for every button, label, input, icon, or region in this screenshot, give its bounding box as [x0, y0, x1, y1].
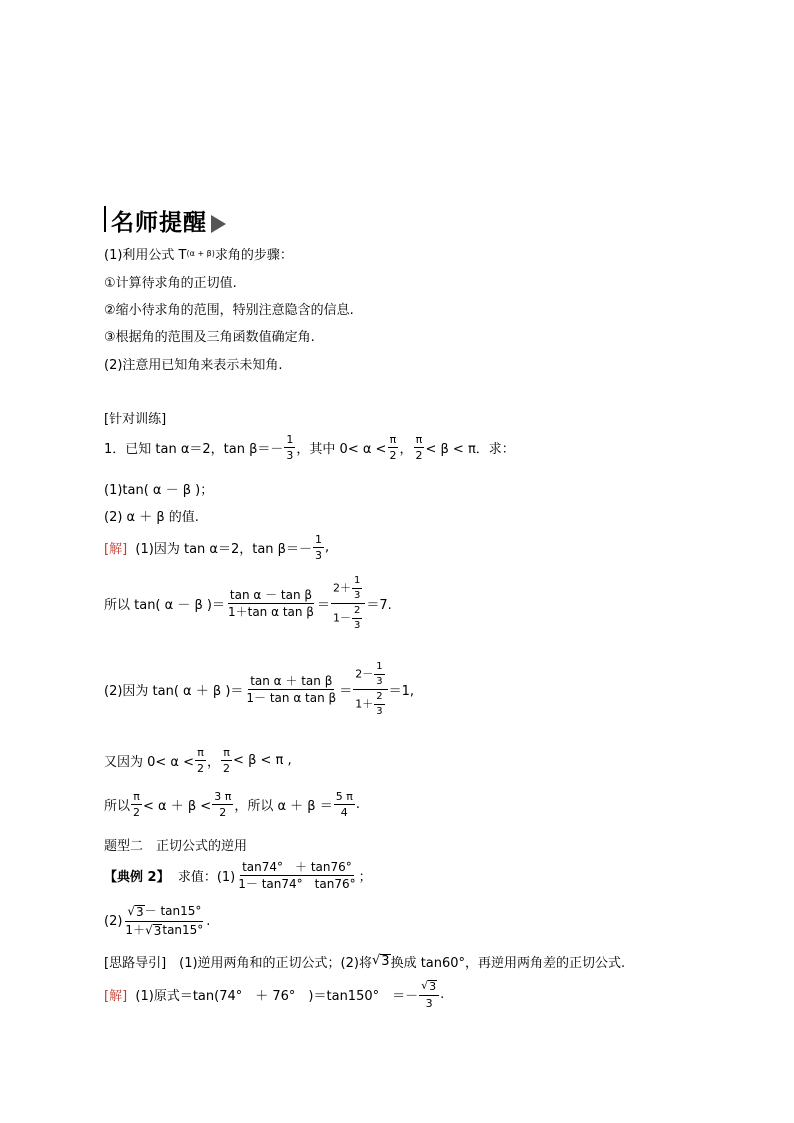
frac-num: 1	[374, 662, 384, 675]
tip-text: ③根据角的范围及三角函数值确定角.	[104, 330, 315, 345]
sqrt-symbol: √ 3	[145, 922, 162, 938]
frac-num: tan74° ＋ tan76°	[242, 860, 352, 874]
frac-num: tan α ＋ tan β	[250, 674, 333, 688]
training-header-text: [针对训练]	[104, 412, 167, 427]
frac-num: 3 π	[214, 790, 232, 803]
den-text: tan15°	[162, 922, 204, 937]
fraction-compound	[353, 662, 387, 717]
sqrt-symbol: √ 3	[371, 953, 390, 970]
frac-num	[353, 662, 387, 690]
question-1-part-1	[104, 479, 213, 498]
fraction-compound	[331, 576, 365, 631]
frac-num: π	[389, 433, 397, 446]
frac-num: 2	[352, 606, 362, 619]
num-text: 2－	[355, 667, 374, 681]
q1-text: ，其中 0< α <	[296, 442, 387, 457]
fraction-one-third	[352, 576, 362, 601]
solution-text: ＝7.	[366, 598, 392, 613]
solution-text: < α ＋ β <	[143, 799, 212, 814]
fraction-sqrt3-third	[419, 980, 439, 1009]
example-text: 求值：(1)	[177, 870, 236, 885]
fraction-pi-half	[131, 791, 142, 818]
frac-den: 2	[389, 449, 397, 462]
tip-text: (1)利用公式 T	[104, 248, 187, 263]
frac-num: π	[415, 433, 423, 446]
example-text: .	[206, 913, 211, 929]
tip-text: ①计算待求角的正切值.	[104, 276, 237, 291]
solution-text: (1)因为 tan α＝2，tan β＝－	[135, 542, 312, 557]
heading-bar	[104, 206, 106, 232]
solution-line-1	[104, 534, 329, 561]
type2-title-text: 题型二 正切公式的逆用	[104, 839, 248, 854]
tip-step-3	[104, 326, 315, 345]
type2-title	[104, 835, 247, 854]
num-text: 2＋	[332, 581, 351, 595]
solution-text: (1)原式＝tan(74° ＋ 76° )＝tan150° ＝－	[135, 988, 419, 1004]
frac-num: tan α － tan β	[229, 588, 313, 602]
solution-text: < β < π ,	[233, 753, 292, 768]
solution-tag: [解]	[104, 542, 128, 557]
frac-num: 1	[352, 576, 362, 589]
solution-line-6	[104, 980, 444, 1009]
example-2-part-2	[104, 905, 210, 937]
q1-part: (1)tan( α － β )；	[104, 483, 214, 498]
fraction-pi-half	[195, 747, 206, 774]
fraction-pi-half	[221, 747, 232, 774]
frac-num	[331, 576, 365, 604]
solution-text: 又因为 0< α <	[104, 755, 195, 770]
fraction-five-pi-quarter	[334, 791, 355, 818]
fraction-pi-half	[413, 434, 424, 461]
frac-den	[331, 604, 365, 631]
solution-line-5	[104, 791, 360, 818]
heading-text: 名师提醒	[111, 210, 207, 236]
section-heading	[111, 204, 226, 237]
hint-text: 换成 tan60°，再逆用两角差的正切公式.	[390, 956, 626, 971]
formula-subscript: (α + β)	[186, 249, 215, 258]
frac-den: 1－ tan74° tan76°	[238, 877, 356, 891]
frac-den: 2	[415, 449, 423, 462]
fraction-tan-diff	[226, 589, 316, 618]
radicand: 3	[381, 954, 390, 970]
radicand: 3	[429, 980, 437, 993]
question-1	[104, 434, 515, 461]
frac-num: π	[133, 790, 140, 803]
question-1-part-2	[104, 506, 199, 525]
hint-line	[104, 952, 625, 971]
frac-den: 2	[219, 806, 227, 819]
frac-den: 3	[286, 449, 294, 462]
frac-den: 3	[353, 620, 361, 631]
example-2	[104, 861, 372, 890]
solution-text: 所以	[104, 799, 131, 814]
frac-den: 2	[197, 762, 205, 775]
hint-text: [思路导引] (1)逆用两角和的正切公式；(2)将	[104, 956, 372, 971]
solution-line-3	[104, 662, 414, 717]
den-text: 1－	[332, 611, 351, 625]
solution-tag: [解]	[104, 988, 128, 1004]
sqrt-symbol: √ 3	[127, 904, 144, 919]
frac-num: 1	[314, 533, 322, 546]
frac-den: 4	[340, 806, 348, 819]
frac-den: 1－ tan α tan β	[246, 691, 337, 705]
frac-den: 3	[353, 590, 361, 601]
tip-step-1	[104, 272, 237, 291]
frac-num: 1	[286, 433, 294, 446]
q1-text: < β < π．求：	[425, 442, 515, 457]
frac-num: 2	[374, 692, 384, 705]
fraction-tan-sum	[244, 675, 338, 704]
fraction-two-thirds	[352, 606, 362, 631]
frac-den: 1＋tan α tan β	[227, 605, 314, 619]
frac-den: 3	[314, 549, 322, 562]
frac-den	[353, 690, 387, 717]
solution-text: 所以 tan( α － β )＝	[104, 598, 225, 613]
q1-part: (2) α ＋ β 的值.	[104, 510, 199, 525]
tip-step-2	[104, 299, 354, 318]
tip-line-1	[104, 244, 293, 263]
play-triangle-icon	[211, 215, 226, 233]
frac-den	[123, 922, 205, 938]
solution-line-2	[104, 576, 392, 631]
frac-num: π	[223, 746, 230, 759]
num-text: － tan15°	[144, 904, 202, 918]
sqrt-symbol: √ 3	[421, 979, 437, 993]
tip-text: 求角的步骤：	[214, 248, 293, 263]
solution-line-4	[104, 747, 292, 774]
solution-text: ，	[207, 755, 221, 770]
den-text: 1＋	[125, 922, 146, 937]
solution-text: .	[355, 797, 360, 812]
tip-line-2	[104, 354, 283, 373]
frac-den: 2	[133, 806, 141, 819]
fraction-two-thirds	[374, 692, 384, 717]
frac-num	[125, 905, 203, 922]
fraction-three-pi-half	[212, 791, 233, 818]
frac-num: 5 π	[335, 790, 353, 803]
equals-sign: ＝	[339, 684, 353, 699]
radicand: 3	[153, 923, 162, 938]
solution-text: ,	[324, 540, 330, 555]
example-text: (2)	[104, 913, 123, 929]
frac-den: 3	[376, 676, 383, 687]
fraction-one-third	[313, 534, 324, 561]
frac-den: 3	[376, 706, 383, 717]
equals-sign: ＝	[316, 598, 330, 613]
fraction-pi-half	[387, 434, 398, 461]
fraction-sqrt3	[123, 905, 205, 937]
q1-text: 1．已知 tan α＝2，tan β＝－	[104, 442, 284, 457]
frac-den: 2	[223, 762, 231, 775]
fraction-tan-angles	[236, 861, 357, 890]
den-text: 1＋	[355, 697, 374, 711]
solution-text: ，所以 α ＋ β ＝	[234, 799, 333, 814]
training-header	[104, 408, 166, 427]
solution-text: .	[440, 986, 445, 1002]
tip-text: ②缩小待求角的范围，特别注意隐含的信息.	[104, 303, 354, 318]
frac-den: 3	[425, 996, 433, 1010]
example-tag: 【典例 2】	[104, 870, 170, 885]
tip-text: (2)注意用已知角来表示未知角.	[104, 358, 283, 373]
frac-num	[419, 980, 439, 996]
fraction-one-third	[374, 662, 384, 687]
frac-num: π	[197, 746, 204, 759]
solution-text: ＝1,	[388, 684, 414, 699]
example-text: ；	[358, 870, 372, 885]
q1-text: ，	[399, 442, 413, 457]
radicand: 3	[135, 905, 144, 919]
fraction-one-third	[284, 434, 295, 461]
solution-text: (2)因为 tan( α ＋ β )＝	[104, 684, 244, 699]
